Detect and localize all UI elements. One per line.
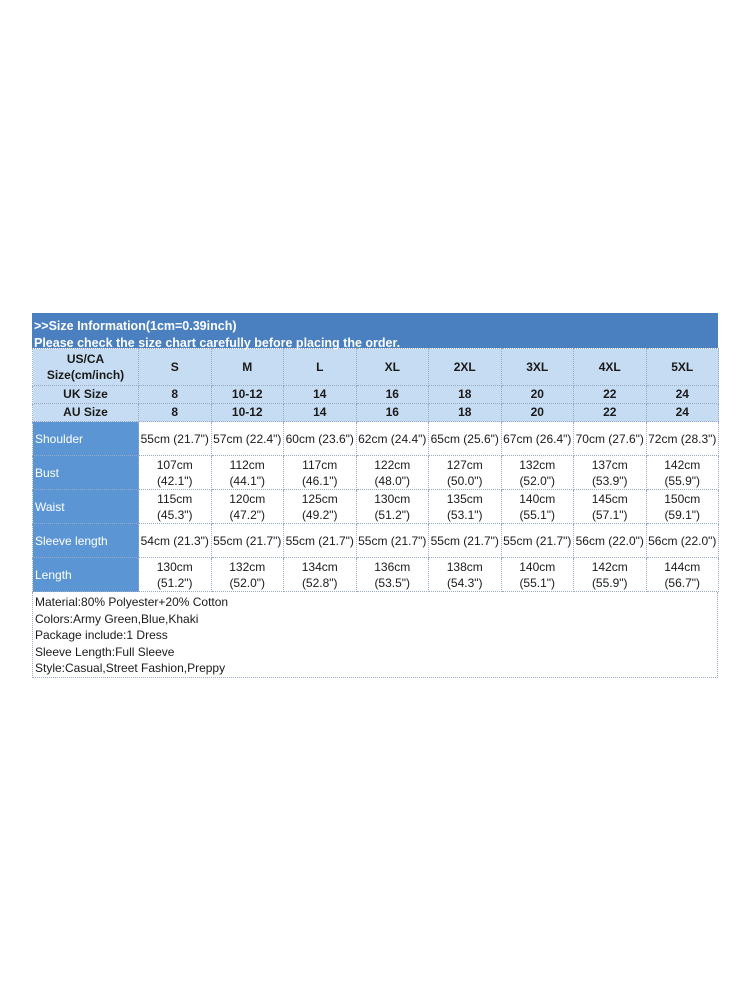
uk-size-cell: 8 bbox=[139, 386, 212, 404]
measurement-cell: 130cm (51.2") bbox=[139, 558, 212, 592]
measurement-cell: 112cm (44.1") bbox=[211, 456, 284, 490]
measurement-cell: 142cm (55.9") bbox=[646, 456, 719, 490]
uk-size-cell: 24 bbox=[646, 386, 719, 404]
size-info-banner bbox=[32, 313, 718, 348]
measurement-cell: 55cm (21.7") bbox=[501, 524, 574, 558]
au-size-cell: 10-12 bbox=[211, 404, 284, 422]
us-size-cell: XL bbox=[356, 349, 429, 386]
us-size-cell: S bbox=[139, 349, 212, 386]
measurement-label: Length bbox=[33, 558, 139, 592]
info-line: Material:80% Polyester+20% Cotton bbox=[35, 595, 229, 609]
uk-size-cell: 16 bbox=[356, 386, 429, 404]
au-size-cell: 16 bbox=[356, 404, 429, 422]
measurement-cell: 150cm (59.1") bbox=[646, 490, 719, 524]
measurement-cell: 136cm (53.5") bbox=[356, 558, 429, 592]
uk-size-cell: 18 bbox=[429, 386, 502, 404]
measurement-cell: 145cm (57.1") bbox=[574, 490, 647, 524]
size-info-notice: Please check the size chart carefully before placing the order. bbox=[34, 336, 401, 350]
uk-size-cell: 10-12 bbox=[211, 386, 284, 404]
info-line: Sleeve Length:Full Sleeve bbox=[35, 644, 175, 659]
uk-size-cell: 20 bbox=[501, 386, 574, 404]
measurement-cell: 54cm (21.3") bbox=[139, 524, 212, 558]
us-size-cell: 2XL bbox=[429, 349, 502, 386]
measurement-cell: 55cm (21.7") bbox=[356, 524, 429, 558]
info-line: Package include:1 Dress bbox=[35, 628, 168, 642]
measurement-cell: 140cm (55.1") bbox=[501, 490, 574, 524]
us-size-label: US/CA Size(cm/inch) bbox=[33, 349, 139, 386]
measurement-cell: 122cm (48.0") bbox=[356, 456, 429, 490]
au-size-cell: 24 bbox=[646, 404, 719, 422]
table-row bbox=[33, 558, 719, 592]
measurement-cell: 142cm (55.9") bbox=[574, 558, 647, 592]
table-row bbox=[33, 422, 719, 456]
measurement-cell: 67cm (26.4") bbox=[501, 422, 574, 456]
measurement-label: Waist bbox=[33, 490, 139, 524]
au-size-label: AU Size bbox=[33, 404, 139, 422]
measurement-cell: 140cm (55.1") bbox=[501, 558, 574, 592]
us-size-row bbox=[33, 349, 719, 386]
measurement-cell: 115cm (45.3") bbox=[139, 490, 212, 524]
measurement-cell: 55cm (21.7") bbox=[429, 524, 502, 558]
table-row bbox=[33, 490, 719, 524]
measurement-cell: 65cm (25.6") bbox=[429, 422, 502, 456]
size-info-title: >>Size Information(1cm=0.39inch) bbox=[34, 319, 237, 333]
info-line: Style:Casual,Street Fashion,Preppy bbox=[35, 661, 226, 675]
measurement-cell: 125cm (49.2") bbox=[284, 490, 357, 524]
uk-size-cell: 14 bbox=[284, 386, 357, 404]
product-info bbox=[32, 592, 718, 678]
measurement-cell: 55cm (21.7") bbox=[211, 524, 284, 558]
uk-size-row bbox=[33, 386, 719, 404]
measurement-cell: 130cm (51.2") bbox=[356, 490, 429, 524]
au-size-cell: 22 bbox=[574, 404, 647, 422]
measurement-cell: 60cm (23.6") bbox=[284, 422, 357, 456]
measurement-cell: 135cm (53.1") bbox=[429, 490, 502, 524]
table-row bbox=[33, 524, 719, 558]
measurement-cell: 132cm (52.0") bbox=[211, 558, 284, 592]
measurement-cell: 120cm (47.2") bbox=[211, 490, 284, 524]
measurement-cell: 144cm (56.7") bbox=[646, 558, 719, 592]
uk-size-cell: 22 bbox=[574, 386, 647, 404]
us-size-cell: 3XL bbox=[501, 349, 574, 386]
measurement-cell: 127cm (50.0") bbox=[429, 456, 502, 490]
info-line: Colors:Army Green,Blue,Khaki bbox=[35, 611, 199, 626]
us-size-cell: M bbox=[211, 349, 284, 386]
table-row bbox=[33, 456, 719, 490]
measurement-cell: 138cm (54.3") bbox=[429, 558, 502, 592]
us-size-cell: L bbox=[284, 349, 357, 386]
size-chart bbox=[32, 313, 718, 678]
measurement-cell: 56cm (22.0") bbox=[574, 524, 647, 558]
au-size-cell: 8 bbox=[139, 404, 212, 422]
measurement-cell: 55cm (21.7") bbox=[139, 422, 212, 456]
au-size-cell: 14 bbox=[284, 404, 357, 422]
measurement-label: Bust bbox=[33, 456, 139, 490]
measurement-cell: 55cm (21.7") bbox=[284, 524, 357, 558]
uk-size-label: UK Size bbox=[33, 386, 139, 404]
measurement-label: Shoulder bbox=[33, 422, 139, 456]
measurement-cell: 117cm (46.1") bbox=[284, 456, 357, 490]
measurement-cell: 56cm (22.0") bbox=[646, 524, 719, 558]
measurement-cell: 57cm (22.4") bbox=[211, 422, 284, 456]
au-size-cell: 20 bbox=[501, 404, 574, 422]
size-table bbox=[32, 348, 719, 592]
measurement-cell: 62cm (24.4") bbox=[356, 422, 429, 456]
measurement-cell: 72cm (28.3") bbox=[646, 422, 719, 456]
measurement-cell: 137cm (53.9") bbox=[574, 456, 647, 490]
us-size-cell: 4XL bbox=[574, 349, 647, 386]
measurement-cell: 107cm (42.1") bbox=[139, 456, 212, 490]
au-size-row bbox=[33, 404, 719, 422]
measurement-cell: 134cm (52.8") bbox=[284, 558, 357, 592]
us-size-cell: 5XL bbox=[646, 349, 719, 386]
measurement-cell: 70cm (27.6") bbox=[574, 422, 647, 456]
au-size-cell: 18 bbox=[429, 404, 502, 422]
measurement-cell: 132cm (52.0") bbox=[501, 456, 574, 490]
measurement-label: Sleeve length bbox=[33, 524, 139, 558]
